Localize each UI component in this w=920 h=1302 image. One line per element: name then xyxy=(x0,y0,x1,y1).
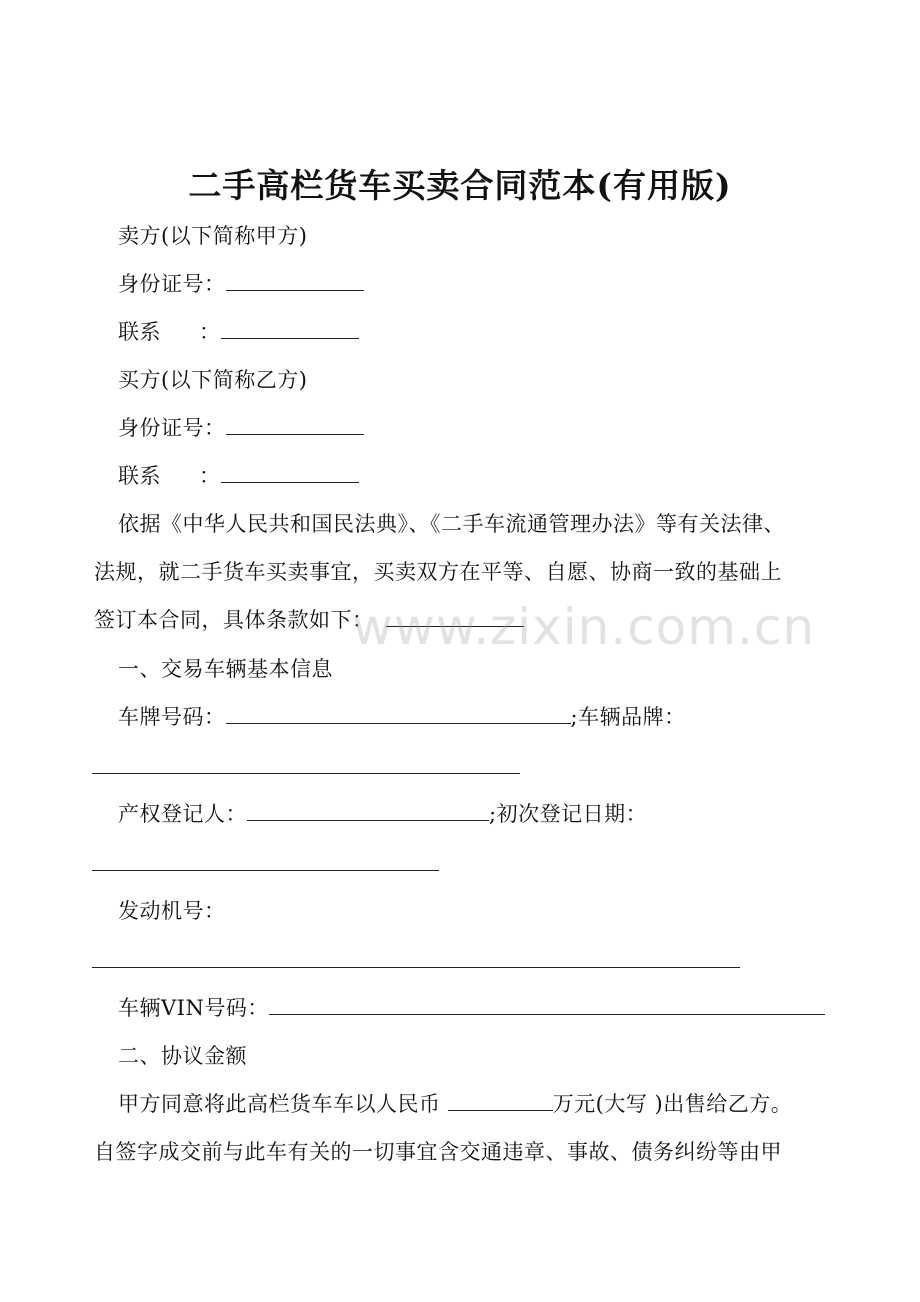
buyer-contact-field[interactable] xyxy=(221,462,359,483)
buyer-contact-colon: ： xyxy=(199,464,221,488)
reg-date-label: ;初次登记日期： xyxy=(489,802,648,826)
owner-date-row xyxy=(118,800,647,828)
brand-label: ;车辆品牌： xyxy=(570,705,686,729)
plate-brand-row xyxy=(118,703,686,731)
brand-field[interactable] xyxy=(92,773,520,774)
watermark: www.zixin.com.cn xyxy=(352,598,816,656)
vin-field[interactable] xyxy=(269,994,825,1015)
reg-date-field[interactable] xyxy=(92,870,439,871)
engine-label: 发动机号： xyxy=(118,899,226,923)
owner-label: 产权登记人： xyxy=(118,802,247,826)
seller-contact-row xyxy=(118,318,359,346)
buyer-id-label: 身份证号： xyxy=(118,416,226,440)
seller-contact-field[interactable] xyxy=(221,318,359,339)
seller-contact-label: 联系 xyxy=(118,320,161,344)
engine-field[interactable] xyxy=(92,967,740,968)
intro-line-1: 依据《中华人民共和国民法典》、《二手车流通管理办法》等有关法律、 xyxy=(118,512,785,536)
vin-label: 车辆VIN号码： xyxy=(118,996,269,1020)
buyer-contact-label: 联系 xyxy=(118,464,161,488)
document-title: 二手高栏货车买卖合同范本(有用版) xyxy=(188,166,732,205)
seller-contact-colon: ： xyxy=(199,320,221,344)
price-suffix: 万元(大写 )出售给乙方。 xyxy=(552,1092,793,1116)
seller-id-row xyxy=(118,270,364,298)
plate-field[interactable] xyxy=(226,703,571,724)
buyer-id-field[interactable] xyxy=(226,414,364,435)
buyer-heading: 买方(以下简称乙方) xyxy=(118,368,308,392)
section2-heading: 二、协议金额 xyxy=(118,1044,247,1068)
intro-line-2: 法规，就二手货车买卖事宜，买卖双方在平等、自愿、协商一致的基础上 xyxy=(94,560,782,584)
buyer-id-row xyxy=(118,414,364,442)
buyer-contact-row xyxy=(118,462,359,490)
plate-label: 车牌号码： xyxy=(118,705,226,729)
price-row xyxy=(118,1090,792,1118)
owner-field[interactable] xyxy=(247,800,489,821)
intro-line-3: 签订本合同，具体条款如下： xyxy=(94,608,374,632)
section1-heading: 一、交易车辆基本信息 xyxy=(118,657,333,681)
price-prefix: 甲方同意将此高栏货车车以人民币 xyxy=(118,1092,448,1116)
section2-line-2: 自签字成交前与此车有关的一切事宜含交通违章、事故、债务纠纷等由甲 xyxy=(94,1140,782,1164)
seller-heading: 卖方(以下简称甲方) xyxy=(118,224,308,248)
price-field[interactable] xyxy=(448,1090,553,1111)
seller-id-label: 身份证号： xyxy=(118,272,226,296)
seller-id-field[interactable] xyxy=(226,270,364,291)
vin-row xyxy=(118,994,825,1022)
